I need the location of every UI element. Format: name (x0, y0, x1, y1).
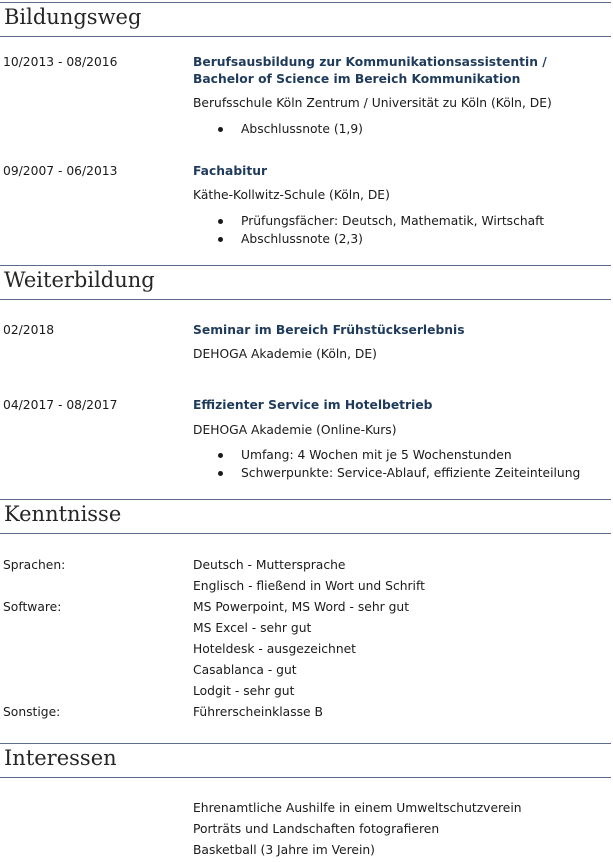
entry-title: Effizienter Service im Hotelbetrieb (193, 398, 433, 412)
entry-date: 09/2007 - 06/2013 (3, 164, 118, 178)
list-item: Ehrenamtliche Aushilfe in einem Umweltschutzverein (193, 801, 522, 815)
entry-institution: DEHOGA Akademie (Online-Kurs) (193, 423, 397, 437)
section-title: Kenntnisse (4, 502, 122, 526)
bullet-icon (218, 219, 223, 224)
list-item: Porträts und Landschaften fotografieren (193, 822, 440, 836)
section-header-weiterbildung (0, 265, 611, 300)
list-item: Basketball (3 Jahre im Verein) (193, 843, 375, 857)
entry-institution: Berufsschule Köln Zentrum / Universität zu Köln (Köln, DE) (193, 96, 552, 110)
entry-bullets (193, 212, 544, 248)
section-title: Weiterbildung (4, 268, 155, 292)
entry-bullets (193, 120, 363, 138)
entry-date: 10/2013 - 08/2016 (3, 55, 118, 69)
skills-value: Deutsch - Muttersprache (193, 558, 346, 572)
bullet-icon (218, 237, 223, 242)
skills-value: Lodgit - sehr gut (193, 684, 295, 698)
entry-title: Berufsausbildung zur Kommunikationsassistentin / Bachelor of Science im Bereich Kommunikation (193, 55, 547, 86)
entry-bullets (193, 446, 580, 482)
skills-value: MS Powerpoint, MS Word - sehr gut (193, 600, 410, 614)
list-item: Prüfungsfächer: Deutsch, Mathematik, Wirtschaft (193, 212, 544, 230)
entry-title: Seminar im Bereich Frühstückserlebnis (193, 323, 465, 337)
skills-value: Englisch - fließend in Wort und Schrift (193, 579, 425, 593)
list-item: Umfang: 4 Wochen mit je 5 Wochenstunden (193, 446, 580, 464)
bullet-icon (218, 453, 223, 458)
list-item: Abschlussnote (2,3) (193, 230, 544, 248)
entry-title: Fachabitur (193, 164, 268, 178)
section-title: Bildungsweg (4, 5, 142, 29)
section-title: Interessen (4, 746, 117, 770)
entry-institution: DEHOGA Akademie (Köln, DE) (193, 347, 377, 361)
entry-date: 04/2017 - 08/2017 (3, 398, 118, 412)
skills-label: Software: (3, 600, 62, 614)
entry-date: 02/2018 (3, 323, 55, 337)
skills-value: MS Excel - sehr gut (193, 621, 312, 635)
section-header-kenntnisse (0, 499, 611, 534)
skills-label: Sprachen: (3, 558, 66, 572)
entry-institution: Käthe-Kollwitz-Schule (Köln, DE) (193, 188, 390, 202)
skills-value: Casablanca - gut (193, 663, 297, 677)
list-item: Schwerpunkte: Service-Ablauf, effiziente Zeiteinteilung (193, 464, 580, 482)
bullet-icon (218, 471, 223, 476)
skills-value: Hoteldesk - ausgezeichnet (193, 642, 357, 656)
section-header-bildungsweg (0, 2, 611, 37)
skills-label: Sonstige: (3, 705, 61, 719)
section-header-interessen (0, 743, 611, 778)
bullet-icon (218, 127, 223, 132)
list-item: Abschlussnote (1,9) (193, 120, 363, 138)
skills-value: Führerscheinklasse B (193, 705, 323, 719)
